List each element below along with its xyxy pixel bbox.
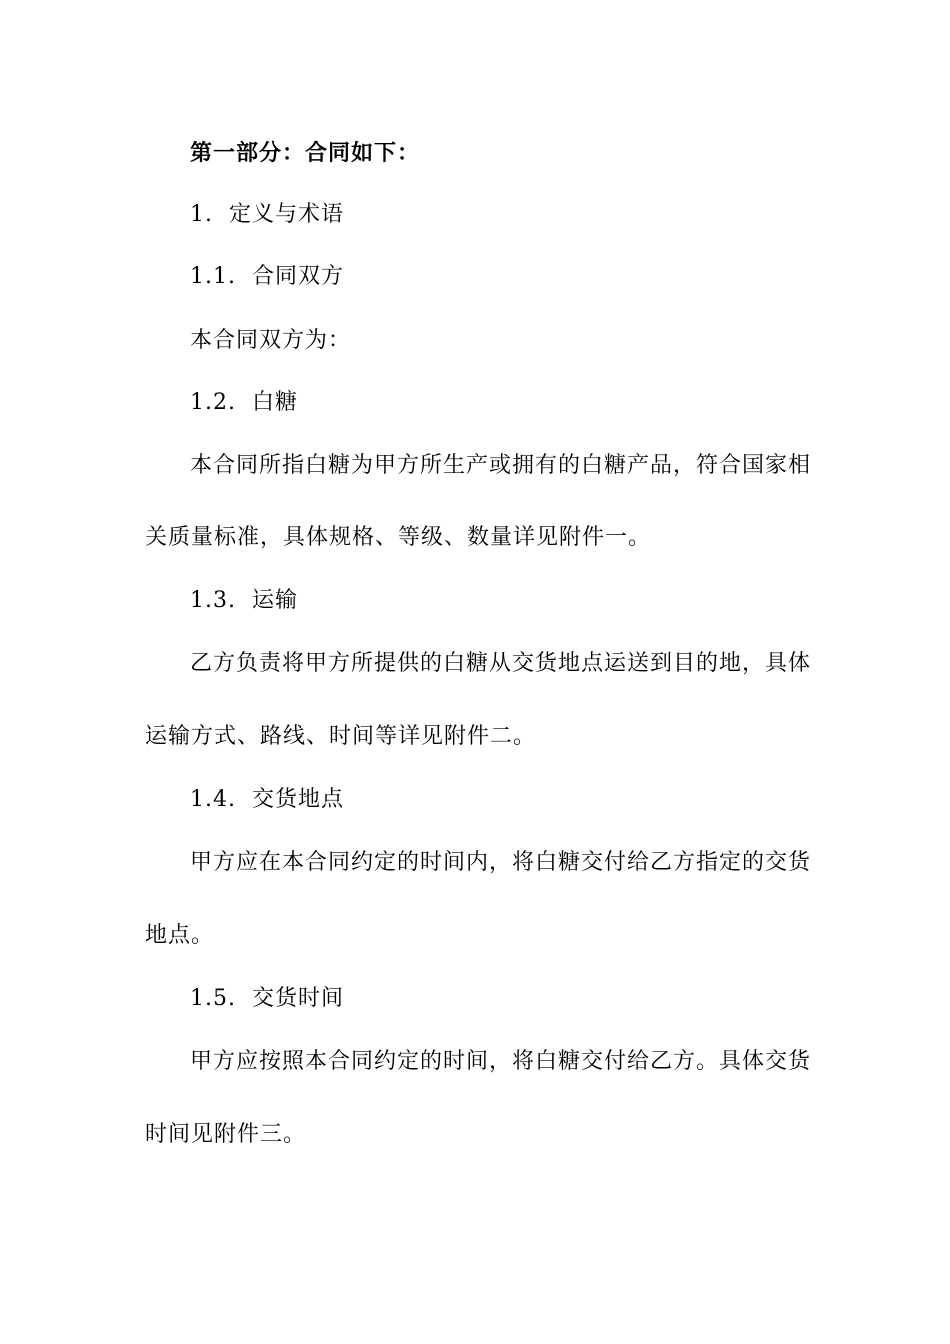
paragraph-delivery-time-line1: 甲方应按照本合同约定的时间，将白糖交付给乙方。具体交货 xyxy=(190,1049,812,1074)
paragraph-delivery-time-line2: 时间见附件三。 xyxy=(145,1122,307,1147)
section-number: 1. xyxy=(190,202,213,227)
section-title: 白糖 xyxy=(251,390,298,415)
section-number: 1.1. xyxy=(190,264,236,289)
part-heading: 第一部分：合同如下： xyxy=(190,140,421,166)
paragraph-delivery-place-line2: 地点。 xyxy=(145,923,215,948)
section-heading-1 xyxy=(190,200,344,230)
section-title: 运输 xyxy=(251,588,298,613)
section-heading-1-1 xyxy=(190,262,344,292)
section-number: 1.3. xyxy=(190,588,236,613)
section-title: 定义与术语 xyxy=(229,202,345,227)
paragraph-parties: 本合同双方为： xyxy=(190,328,352,353)
paragraph-sugar-line2: 关质量标准，具体规格、等级、数量详见附件一。 xyxy=(145,525,652,550)
section-heading-1-4 xyxy=(190,785,344,815)
section-number: 1.4. xyxy=(190,787,236,812)
section-title: 合同双方 xyxy=(251,264,344,289)
section-number: 1.2. xyxy=(190,390,236,415)
section-heading-1-3 xyxy=(190,586,298,616)
paragraph-transport-line2: 运输方式、路线、时间等详见附件二。 xyxy=(145,724,537,749)
section-title: 交货时间 xyxy=(251,986,344,1011)
paragraph-sugar-line1: 本合同所指白糖为甲方所生产或拥有的白糖产品，符合国家相 xyxy=(190,453,812,478)
paragraph-delivery-place-line1: 甲方应在本合同约定的时间内，将白糖交付给乙方指定的交货 xyxy=(190,850,812,875)
section-number: 1.5. xyxy=(190,986,236,1011)
paragraph-transport-line1: 乙方负责将甲方所提供的白糖从交货地点运送到目的地，具体 xyxy=(190,651,812,676)
section-heading-1-2 xyxy=(190,388,298,418)
section-title: 交货地点 xyxy=(251,787,344,812)
section-heading-1-5 xyxy=(190,984,344,1014)
